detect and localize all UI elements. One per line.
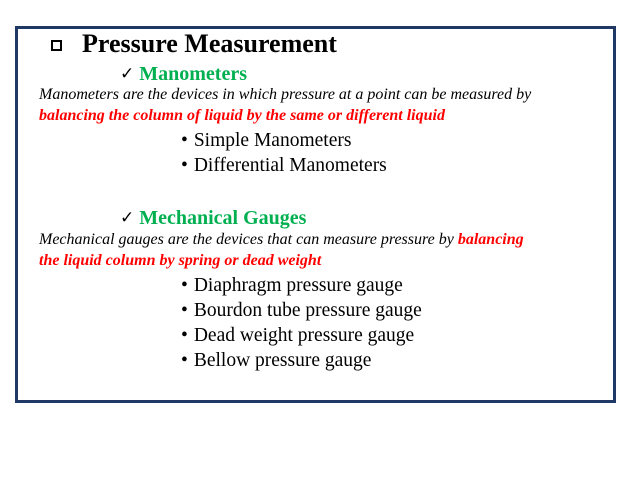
section-title: Manometers bbox=[139, 62, 247, 85]
list-item: • Bellow pressure gauge bbox=[181, 350, 372, 371]
section-title: Mechanical Gauges bbox=[139, 206, 307, 229]
section-description-highlight: the liquid column by spring or dead weight bbox=[39, 252, 322, 269]
section-description: Mechanical gauges are the devices that can measure pressure by balancing bbox=[39, 231, 524, 248]
checkmark-icon: ✓ bbox=[120, 208, 135, 228]
list-item: • Simple Manometers bbox=[181, 130, 352, 151]
section-manometers bbox=[120, 61, 247, 87]
list-item: • Dead weight pressure gauge bbox=[181, 325, 415, 346]
square-bullet-icon bbox=[51, 40, 62, 51]
checkmark-icon: ✓ bbox=[120, 64, 135, 84]
section-description-highlight: balancing the column of liquid by the same or different liquid bbox=[39, 107, 445, 124]
slide-title: Pressure Measurement bbox=[82, 29, 337, 58]
heading-row bbox=[51, 29, 337, 59]
section-description: Manometers are the devices in which pressure at a point can be measured by bbox=[39, 86, 532, 103]
list-item: • Diaphragm pressure gauge bbox=[181, 275, 403, 296]
list-item: • Bourdon tube pressure gauge bbox=[181, 300, 422, 321]
list-item: • Differential Manometers bbox=[181, 155, 387, 176]
section-mechanical-gauges bbox=[120, 205, 306, 231]
